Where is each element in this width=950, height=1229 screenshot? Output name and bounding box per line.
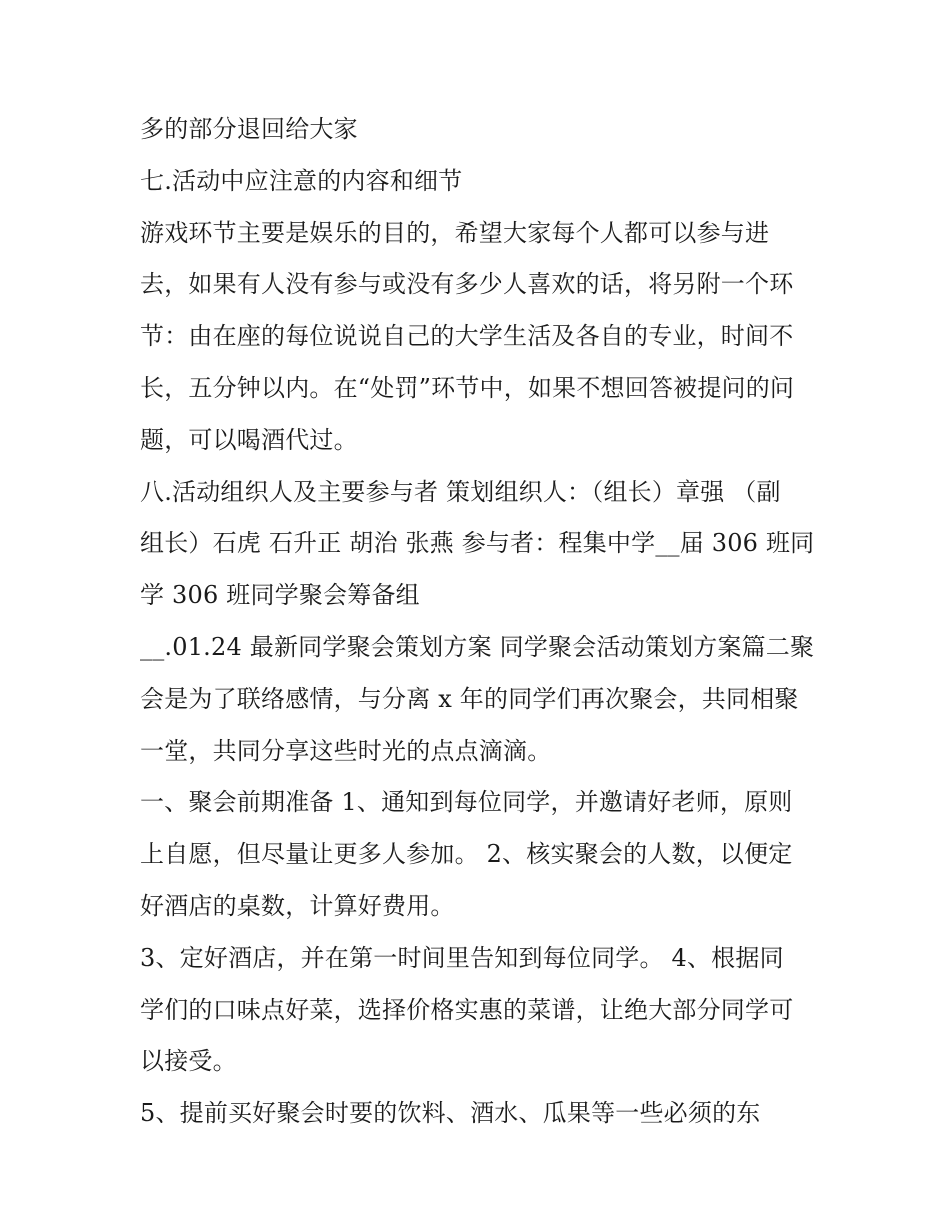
text-line: 5、提前买好聚会时要的饮料、酒水、瓜果等一些必须的东 xyxy=(140,1099,761,1128)
section-heading: 一、聚会前期准备 1、通知到每位同学，并邀请好老师，原则 xyxy=(140,788,793,817)
text-line: 组长）石虎 石升正 胡治 张燕 参与者：程集中学__届 306 班同 xyxy=(140,529,815,558)
text-line: 好酒店的桌数，计算好费用。 xyxy=(140,891,455,920)
text-line: 多的部分退回给大家 xyxy=(140,115,358,143)
document-body xyxy=(140,108,820,1144)
text-line: 一堂，共同分享这些时光的点点滴滴。 xyxy=(140,736,552,765)
text-line: 长，五分钟以内。在“处罚”环节中，如果不想回答被提问的问 xyxy=(140,373,795,402)
section-heading: 八.活动组织人及主要参与者 策划组织人：（组长）章强 （副 xyxy=(140,477,781,506)
text-line: 游戏环节主要是娱乐的目的，希望大家每个人都可以参与进 xyxy=(140,218,770,247)
text-line: 题，可以喝酒代过。 xyxy=(140,425,358,454)
section-heading: 七.活动中应注意的内容和细节 xyxy=(140,166,463,195)
text-line: 会是为了联络感情，与分离 x 年的同学们再次聚会，共同相聚 xyxy=(140,684,799,713)
text-line: 学 306 班同学聚会筹备组 xyxy=(140,581,420,610)
text-line: 学们的口味点好菜，选择价格实惠的菜谱，让绝大部分同学可 xyxy=(140,995,794,1024)
text-line: __.01.24 最新同学聚会策划方案 同学聚会活动策划方案篇二聚 xyxy=(140,632,815,661)
text-line: 以接受。 xyxy=(140,1047,237,1076)
text-line: 上自愿，但尽量让更多人参加。 2、核实聚会的人数，以便定 xyxy=(140,840,793,869)
text-line: 节：由在座的每位说说自己的大学生活及各自的专业，时间不 xyxy=(140,322,794,351)
text-line: 3、定好酒店，并在第一时间里告知到每位同学。 4、根据同 xyxy=(140,943,784,972)
text-line: 去，如果有人没有参与或没有多少人喜欢的话，将另附一个环 xyxy=(140,270,794,299)
